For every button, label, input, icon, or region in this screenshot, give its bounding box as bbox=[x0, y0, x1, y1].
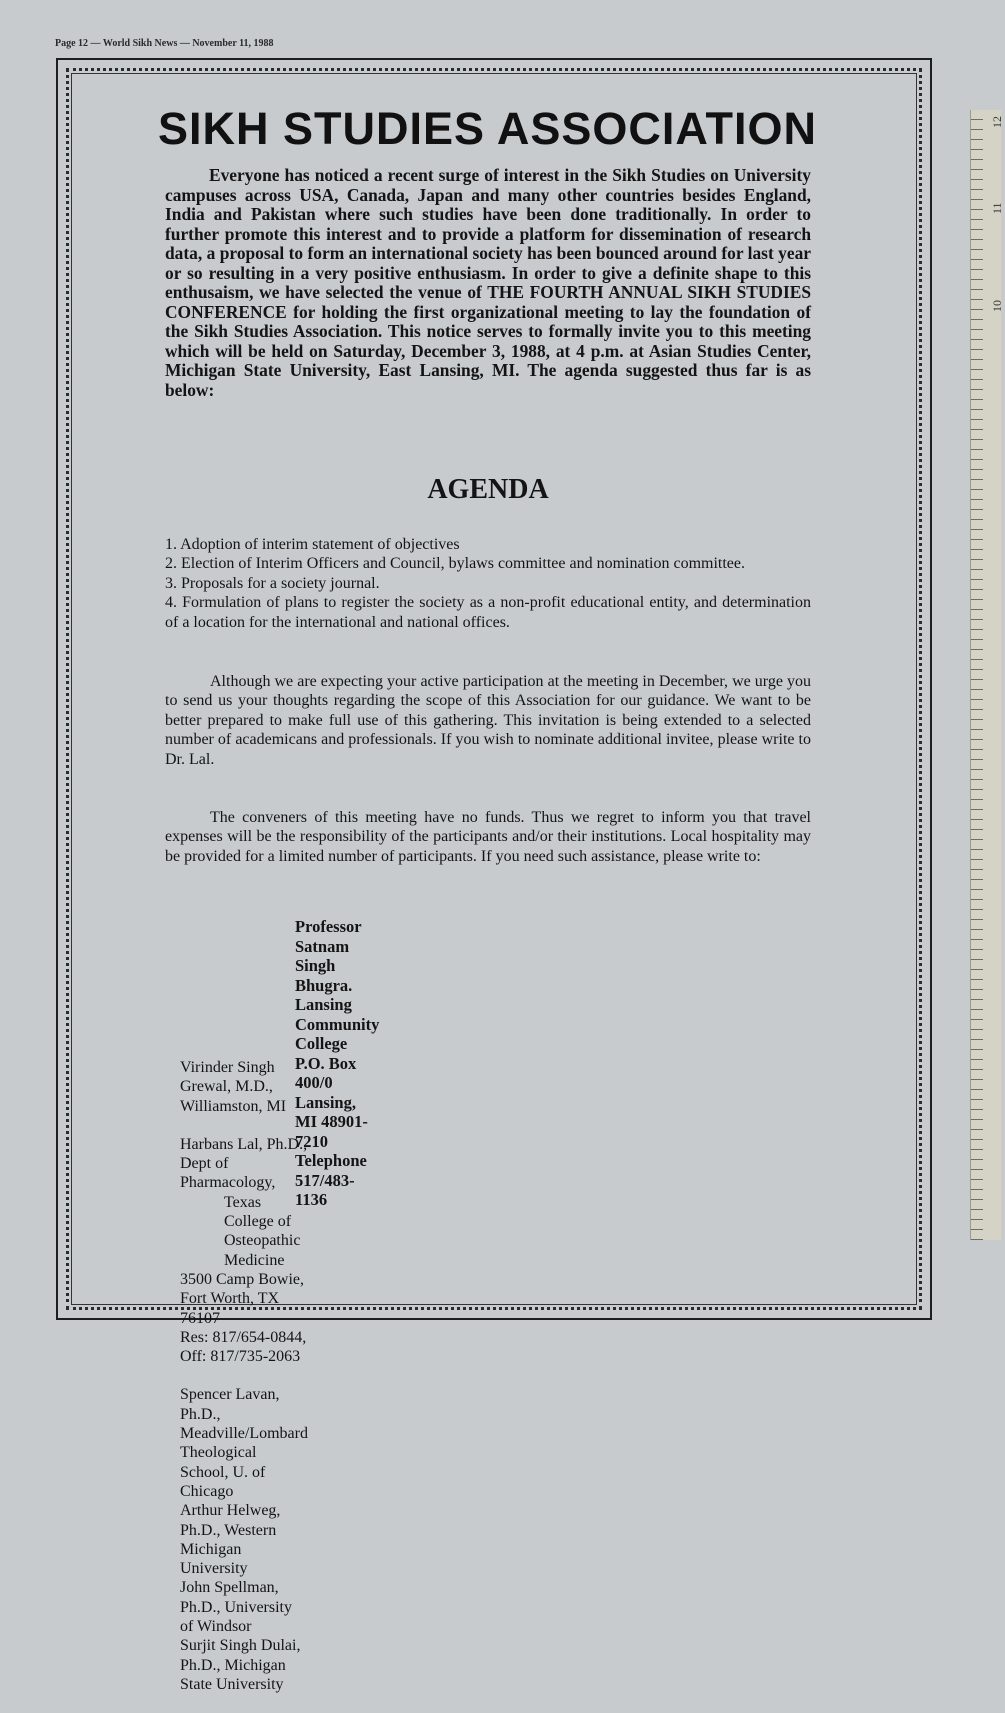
signer-lal bbox=[180, 1135, 308, 1367]
agenda-item: 3. Proposals for a society journal. bbox=[165, 574, 380, 592]
signer-line: Surjit Singh Dulai, Ph.D., Michigan State University bbox=[180, 1637, 301, 1693]
address-line: Telephone 517/483-1136 bbox=[295, 1151, 367, 1209]
agenda-heading: AGENDA bbox=[427, 474, 549, 505]
agenda-item: 2. Election of Interim Officers and Council, bylaws committee and nomination committee. bbox=[165, 555, 745, 573]
ruler bbox=[970, 110, 1001, 1240]
agenda-item: 1. Adoption of interim statement of objectives bbox=[165, 536, 460, 553]
page-header: Page 12 — World Sikh News — November 11, 1988 bbox=[55, 38, 274, 49]
signer-line: Res: 817/654-0844, Off: 817/735-2063 bbox=[180, 1328, 307, 1366]
ruler-label-10: 10 bbox=[990, 300, 1004, 312]
agenda-list bbox=[165, 535, 811, 632]
ruler-label-12: 12 bbox=[990, 116, 1004, 128]
signer-line: Arthur Helweg, Ph.D., Western Michigan University bbox=[180, 1502, 281, 1578]
signer-line: 3500 Camp Bowie, Fort Worth, TX 76107 bbox=[180, 1270, 304, 1327]
signer-line: Virinder Singh Grewal, M.D., Williamston, MI bbox=[180, 1059, 287, 1115]
signers bbox=[180, 1058, 308, 1713]
signer-others bbox=[180, 1385, 308, 1694]
agenda-item: 4. Formulation of plans to register the society as a non-profit educational entity, and determination of a location for the international and national offices. bbox=[165, 594, 811, 631]
address-line: P.O. Box 400/0 bbox=[295, 1053, 357, 1092]
ruler-label-11: 11 bbox=[990, 202, 1004, 214]
signer-line: Spencer Lavan, Ph.D., Meadville/Lombard Theological School, U. of Chicago bbox=[180, 1386, 308, 1500]
address-line: Lansing Community College bbox=[295, 995, 380, 1053]
address-line: Professor Satnam Singh Bhugra. bbox=[295, 917, 362, 995]
signer-line: Harbans Lal, Ph.D., Dept of Pharmacology, bbox=[180, 1135, 308, 1192]
signer-line: John Spellman, Ph.D., University of Windsor bbox=[180, 1579, 292, 1636]
signer-grewal bbox=[180, 1058, 308, 1116]
funding-paragraph: The conveners of this meeting have no funds. Thus we regret to inform you that travel expenses will be the responsibility of the participants and/or their institutions. Local hospitality may be provided for a limited number of participants. If you need such assistance, please write to: bbox=[165, 809, 811, 865]
address-line: Lansing, MI 48901-7210 bbox=[295, 1092, 368, 1151]
signer-line: Texas College of Osteopathic Medicine bbox=[224, 1193, 301, 1269]
participation-paragraph: Although we are expecting your active participation at the meeting in December, we urge you to send us your thoughts regarding the scope of this Association for our guidance. We want to be better prepared to make full use of this gathering. This invitation is being extended to a selected number of academicans and professionals. If you wish to nominate additional invitee, please write to Dr. Lal. bbox=[165, 673, 811, 768]
intro-paragraph: Everyone has noticed a recent surge of interest in the Sikh Studies on University campuses across USA, Canada, Japan and many other countries besides England, India and Pakistan where such studies have been done traditionally. In order to further promote this interest and to provide a platform for dissemination of research data, a proposal to form an international society has been bounced around for last year or so resulting in a very positive enthusiasm. In order to give a definite shape to this enthusaism, we have selected the venue of THE FOURTH ANNUAL SIKH STUDIES CONFERENCE for holding the first organizational meeting to lay the foundation of the Sikh Studies Association. This notice serves to formally invite you to this meeting which will be held on Saturday, December 3, 1988, at 4 p.m. at Asian Studies Center, Michigan State University, East Lansing, MI. The agenda suggested thus far is as below: bbox=[165, 165, 811, 400]
notice-title: SIKH STUDIES ASSOCIATION bbox=[157, 103, 818, 154]
